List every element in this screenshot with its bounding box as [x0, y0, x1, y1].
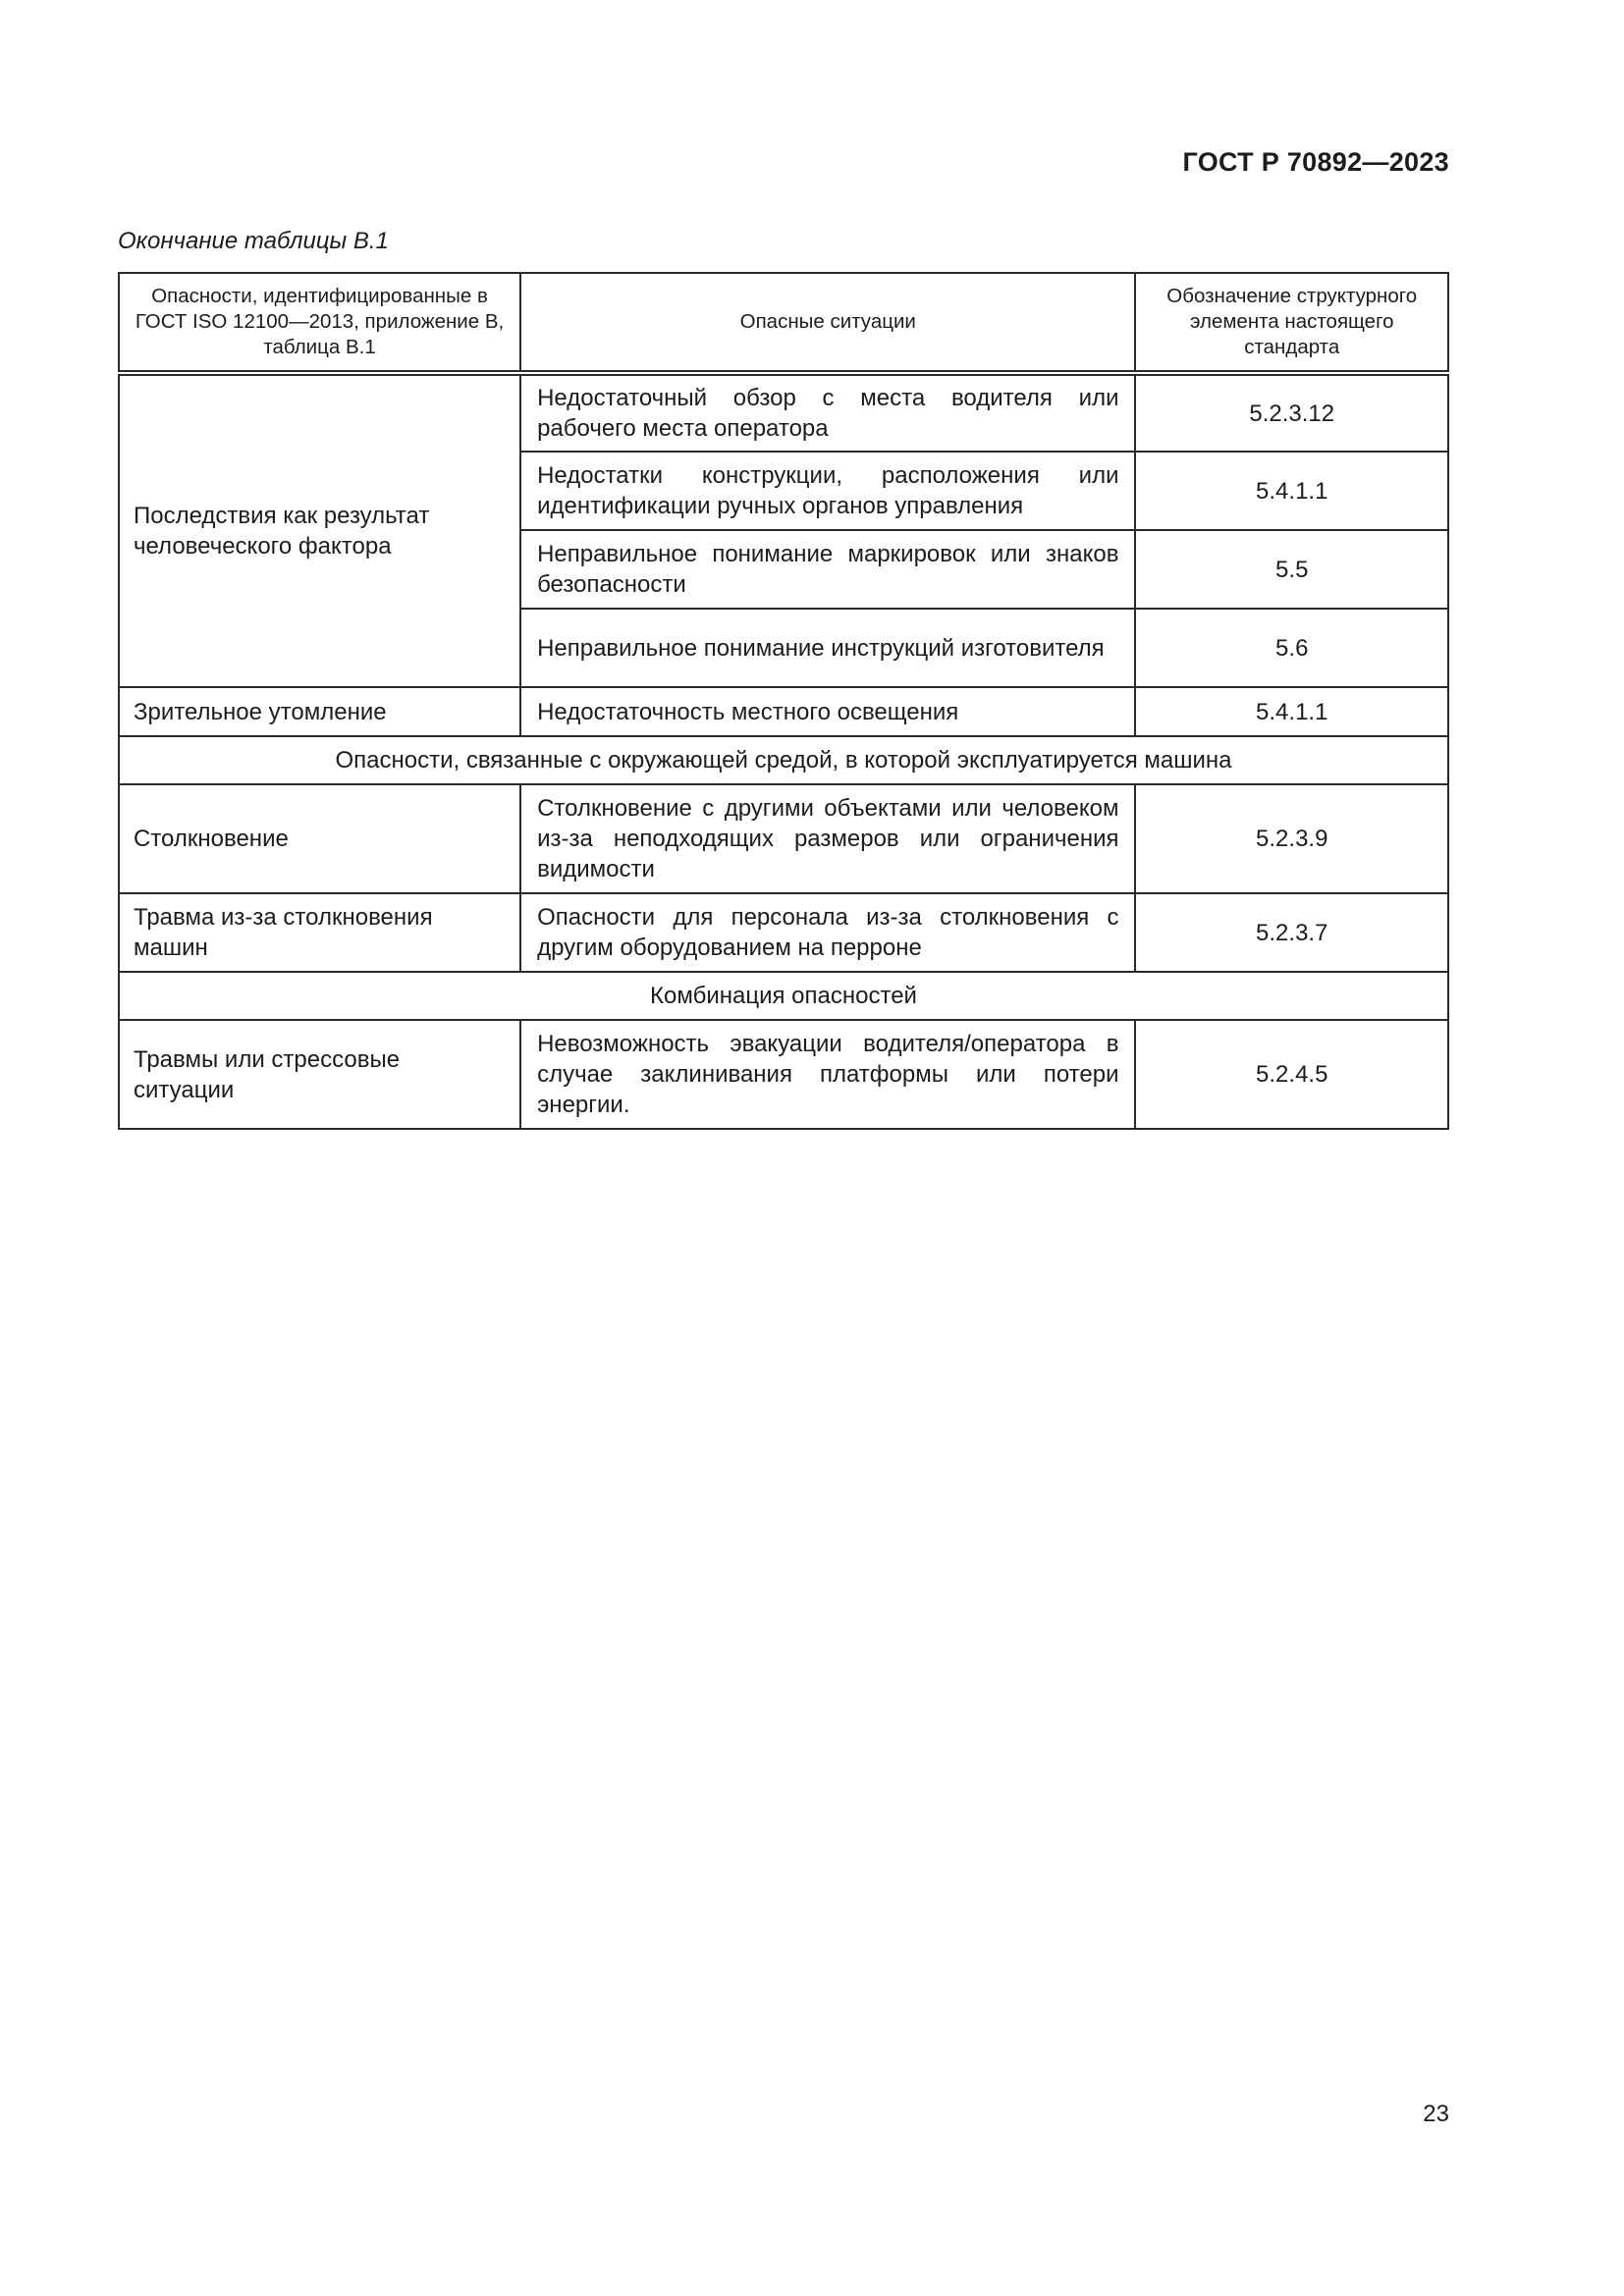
hazard-cell: Травма из-за столкновения машин — [119, 893, 520, 972]
table-row — [119, 893, 1448, 972]
reference-cell: 5.2.4.5 — [1135, 1020, 1448, 1129]
situation-cell: Неправильное понимание маркировок или знаков безопасности — [520, 530, 1135, 609]
table-row — [119, 373, 1448, 452]
reference-cell: 5.6 — [1135, 609, 1448, 687]
table-caption: Окончание таблицы В.1 — [118, 228, 389, 254]
situation-cell: Недостаточность местного освещения — [520, 687, 1135, 736]
reference-cell: 5.2.3.7 — [1135, 893, 1448, 972]
table-header-row — [119, 273, 1448, 373]
table-row — [119, 784, 1448, 893]
hazard-cell: Зрительное утомление — [119, 687, 520, 736]
reference-cell: 5.2.3.12 — [1135, 373, 1448, 452]
section-heading-combination: Комбинация опасностей — [119, 972, 1448, 1020]
situation-cell: Недостатки конструкции, расположения или идентификации ручных органов управления — [520, 452, 1135, 530]
header-hazards: Опасности, идентифицированные в ГОСТ ISO 12100—2013, приложение В, таблица В.1 — [119, 273, 520, 373]
page-number: 23 — [1423, 2101, 1449, 2127]
section-row — [119, 972, 1448, 1020]
situation-cell: Невозможность эвакуации водителя/оператора в случае заклинивания платформы или потери энергии. — [520, 1020, 1135, 1129]
section-heading-environment: Опасности, связанные с окружающей средой, в которой эксплуатируется машина — [119, 736, 1448, 784]
hazards-table — [118, 272, 1449, 1130]
situation-cell: Столкновение с другими объектами или человеком из-за неподходящих размеров или ограничения видимости — [520, 784, 1135, 893]
section-row — [119, 736, 1448, 784]
table-row — [119, 1020, 1448, 1129]
reference-cell: 5.5 — [1135, 530, 1448, 609]
situation-cell: Опасности для персонала из-за столкновения с другим оборудованием на перроне — [520, 893, 1135, 972]
hazard-cell: Столкновение — [119, 784, 520, 893]
reference-cell: 5.4.1.1 — [1135, 452, 1448, 530]
hazard-cell: Травмы или стрессовые ситуации — [119, 1020, 520, 1129]
header-reference: Обозначение структурного элемента настоящего стандарта — [1135, 273, 1448, 373]
reference-cell: 5.4.1.1 — [1135, 687, 1448, 736]
header-situations: Опасные ситуации — [520, 273, 1135, 373]
reference-cell: 5.2.3.9 — [1135, 784, 1448, 893]
hazard-cell: Последствия как результат человеческого фактора — [119, 373, 520, 687]
situation-cell: Недостаточный обзор с места водителя или рабочего места оператора — [520, 373, 1135, 452]
document-code: ГОСТ Р 70892—2023 — [1182, 147, 1449, 177]
situation-cell: Неправильное понимание инструкций изготовителя — [520, 609, 1135, 687]
table-row — [119, 687, 1448, 736]
